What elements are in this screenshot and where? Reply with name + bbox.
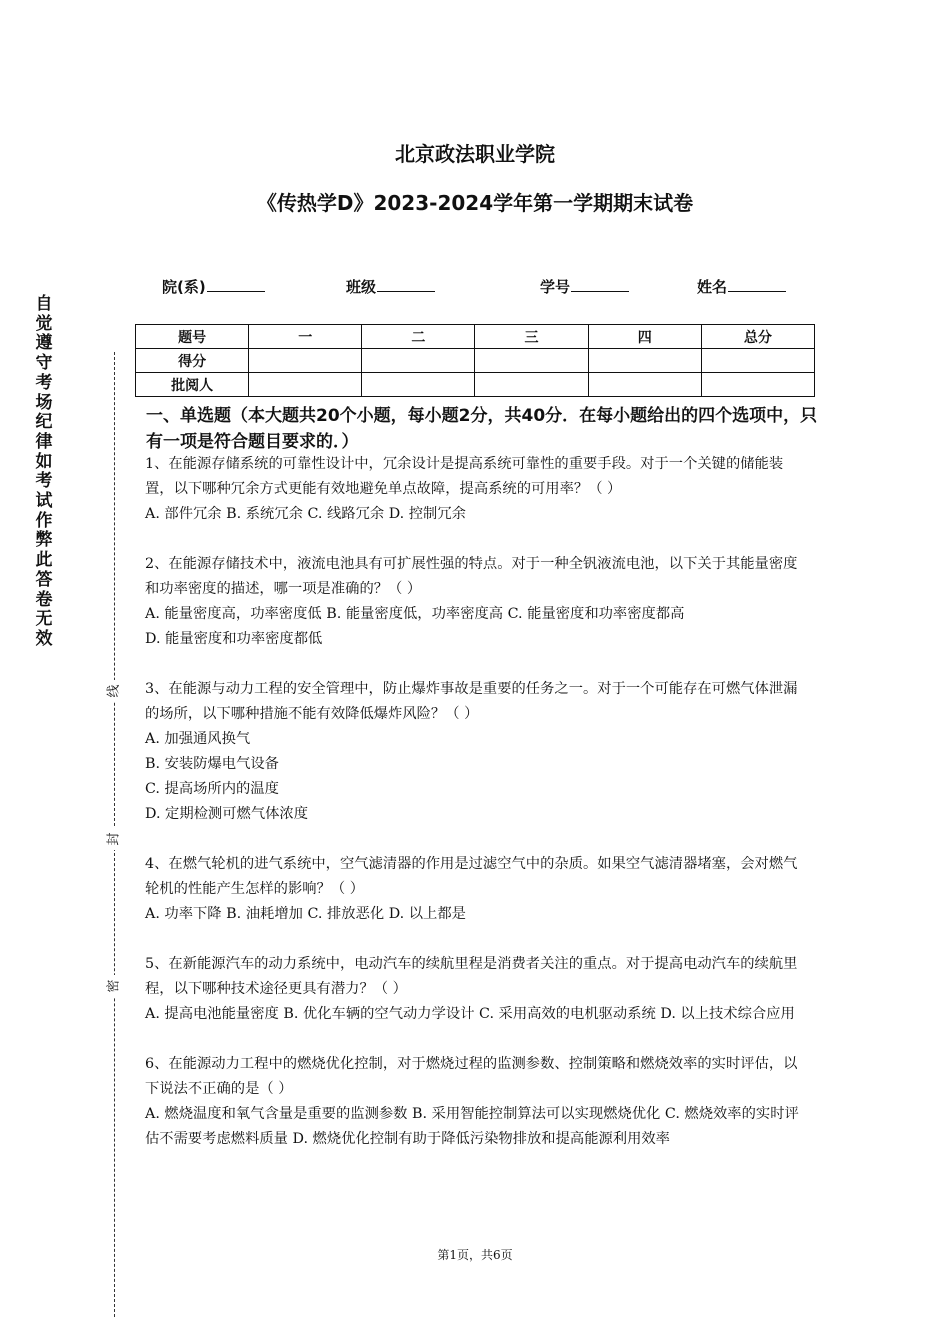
question-6 [145, 1052, 810, 1152]
header-cell: 三 [475, 325, 588, 349]
question-stem: 4、在燃气轮机的进气系统中，空气滤清器的作用是过滤空气中的杂质。如果空气滤清器堵塞，会对燃气轮机的性能产生怎样的影响？（ ） [145, 856, 798, 897]
question-options: A. 提高电池能量密度 B. 优化车辆的空气动力学设计 C. 采用高效的电机驱动系统 D. 以上技术综合应用 [145, 1006, 795, 1022]
question-option: A. 加强通风换气 [145, 731, 251, 747]
question-stem: 2、在能源存储技术中，液流电池具有可扩展性强的特点。对于一种全钒液流电池，以下关于其能量密度和功率密度的描述，哪一项是准确的？（ ） [145, 556, 798, 597]
cut-mark-line: 线 [105, 680, 125, 702]
score-cell [362, 349, 475, 373]
question-option: C. 提高场所内的温度 [145, 781, 279, 797]
question-options: A. 功率下降 B. 油耗增加 C. 排放恶化 D. 以上都是 [145, 906, 466, 922]
score-cell [701, 349, 814, 373]
name-field [697, 276, 786, 297]
grader-row-label: 批阅人 [136, 373, 249, 397]
class-blank [377, 277, 435, 292]
grader-cell [701, 373, 814, 397]
question-3 [145, 677, 810, 827]
question-stem: 5、在新能源汽车的动力系统中，电动汽车的续航里程是消费者关注的重点。对于提高电动汽车的续航里程，以下哪种技术途径更具有潜力？（ ） [145, 956, 798, 997]
grader-cell [362, 373, 475, 397]
header-cell: 总分 [701, 325, 814, 349]
section-heading: 一、单选题（本大题共20个小题，每小题2分，共40分．在每小题给出的四个选项中，只有一项是符合题目要求的．） [146, 406, 818, 452]
question-1 [145, 452, 810, 527]
grader-cell [249, 373, 362, 397]
department-blank [207, 277, 265, 292]
question-options: A. 燃烧温度和氧气含量是重要的监测参数 B. 采用智能控制算法可以实现燃烧优化 C. 燃烧效率的实时评估不需要考虑燃料质量 D. 燃烧优化控制有助于降低污染物排放和提高能源利用效率 [145, 1106, 799, 1147]
student-id-label: 学号 [540, 278, 571, 296]
question-options: A. 部件冗余 B. 系统冗余 C. 线路冗余 D. 控制冗余 [145, 506, 466, 522]
institution-title: 北京政法职业学院 [395, 142, 555, 166]
question-2 [145, 552, 810, 652]
grader-cell [475, 373, 588, 397]
question-list [145, 452, 810, 1152]
header-cell: 题号 [136, 325, 249, 349]
question-option: B. 安装防爆电气设备 [145, 756, 279, 772]
name-label: 姓名 [697, 278, 728, 296]
cut-mark-seal: 封 [105, 828, 125, 850]
page-number: 第1页，共6页 [437, 1248, 513, 1262]
grader-row [136, 373, 815, 397]
department-label: 院(系) [162, 278, 206, 296]
student-id-field [540, 276, 629, 297]
class-label: 班级 [346, 278, 377, 296]
score-cell [588, 349, 701, 373]
score-row-label: 得分 [136, 349, 249, 373]
department-field [162, 276, 265, 297]
cut-mark-secret: 密 [105, 975, 125, 997]
question-stem: 3、在能源与动力工程的安全管理中，防止爆炸事故是重要的任务之一。对于一个可能存在可燃气体泄漏的场所，以下哪种措施不能有效降低爆炸风险？（ ） [145, 681, 798, 722]
score-cell [249, 349, 362, 373]
question-stem: 1、在能源存储系统的可靠性设计中，冗余设计是提高系统可靠性的重要手段。对于一个关键的储能装置，以下哪种冗余方式更能有效地避免单点故障，提高系统的可用率？（ ） [145, 456, 784, 497]
question-4 [145, 852, 810, 927]
score-cell [475, 349, 588, 373]
class-field [346, 276, 435, 297]
grader-cell [588, 373, 701, 397]
score-table [135, 324, 815, 397]
header-cell: 二 [362, 325, 475, 349]
exam-discipline-note: 自觉遵守考场纪律如考试作弊此答卷无效 [35, 294, 53, 649]
question-stem: 6、在能源动力工程中的燃烧优化控制，对于燃烧过程的监测参数、控制策略和燃烧效率的实时评估，以下说法不正确的是（ ） [145, 1056, 798, 1097]
score-row [136, 349, 815, 373]
question-options: D. 能量密度和功率密度都低 [145, 631, 323, 647]
student-id-blank [571, 277, 629, 292]
question-5 [145, 952, 810, 1027]
header-cell: 四 [588, 325, 701, 349]
score-table-header-row [136, 325, 815, 349]
question-options: A. 能量密度高，功率密度低 B. 能量密度低，功率密度高 C. 能量密度和功率密度都高 [145, 606, 685, 622]
question-option: D. 定期检测可燃气体浓度 [145, 806, 309, 822]
exam-title: 《传热学D》2023-2024学年第一学期期末试卷 [256, 191, 694, 215]
header-cell: 一 [249, 325, 362, 349]
name-blank [728, 277, 786, 292]
